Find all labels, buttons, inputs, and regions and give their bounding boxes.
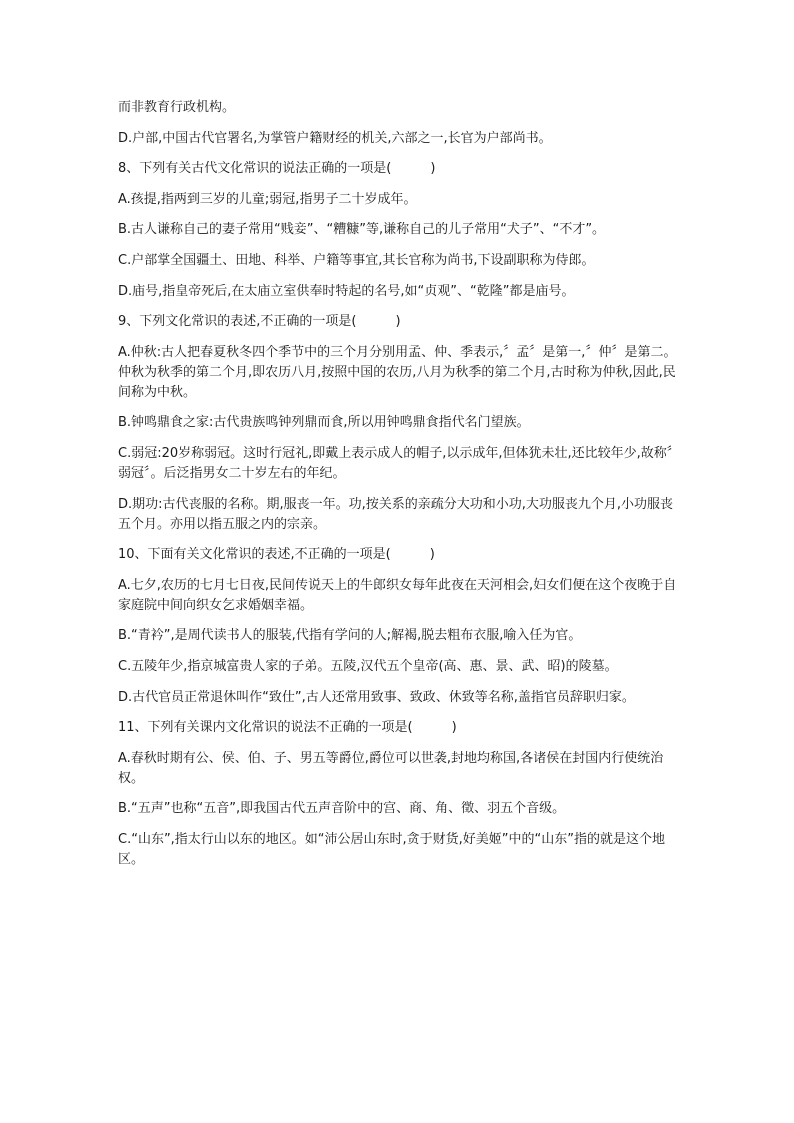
option-11c: C.“山东”,指太行山以东的地区。如“沛公居山东时,贪于财货,好美姬”中的“山东”指的就是这个地区。 <box>118 831 666 867</box>
option-8d: D.庙号,指皇帝死后,在太庙立室供奉时特起的名号,如“贞观”、“乾隆”都是庙号。 <box>118 283 575 299</box>
option-8c: C.户部掌全国疆土、田地、科举、户籍等事宜,其长官称为尚书,下设副职称为侍郎。 <box>118 252 595 268</box>
option-9b: B.钟鸣鼎食之家:古代贵族鸣钟列鼎而食,所以用钟鸣鼎食指代名门望族。 <box>118 415 530 431</box>
option-10c: C.五陵年少,指京城富贵人家的子弟。五陵,汉代五个皇帝(高、惠、景、武、昭)的陵墓。 <box>118 658 618 674</box>
question-10: 10、下面有关文化常识的表述,不正确的一项是( ) <box>118 547 435 563</box>
option-9d: D.期功:古代丧服的名称。期,服丧一年。功,按关系的亲疏分大功和小功,大功服丧九个月,小功服丧五个月。亦用以指五服之内的宗亲。 <box>118 496 674 532</box>
option-11a: A.春秋时期有公、侯、伯、子、男五等爵位,爵位可以世袭,封地均称国,各诸侯在封国内行使统治权。 <box>118 750 664 786</box>
option-7d: D.户部,中国古代官署名,为掌管户籍财经的机关,六部之一,长官为户部尚书。 <box>118 130 552 146</box>
option-8b: B.古人谦称自己的妻子常用“贱妾”、“糟糠”等,谦称自己的儿子常用“犬子”、“不才”。 <box>118 222 606 238</box>
option-9a: A.仲秋:古人把春夏秋冬四个季节中的三个月分别用孟、仲、季表示,〞孟〞是第一,〞仲〞是第二。仲秋为秋季的第二个月,即农历八月,按照中国的农历,八月为秋季的第二个月,古时称为仲秋,因此,民间称为中秋。 <box>118 344 677 400</box>
option-10b: B.“青衿”,是周代读书人的服装,代指有学问的人;解褐,脱去粗布衣服,喻入任为官。 <box>118 628 582 644</box>
option-10d: D.古代官员正常退休叫作“致仕”,古人还常用致事、致政、休致等名称,盖指官员辞职归家。 <box>118 689 635 705</box>
document-body <box>118 98 678 880</box>
question-11: 11、下列有关课内文化常识的说法不正确的一项是( ) <box>118 720 457 736</box>
option-11b: B.“五声”也称“五音”,即我国古代五声音阶中的宫、商、角、徵、羽五个音级。 <box>118 801 566 817</box>
option-9c: C.弱冠:20岁称弱冠。这时行冠礼,即戴上表示成人的帽子,以示成年,但体犹未壮,还比较年少,故称〞弱冠〞。后泛指男女二十岁左右的年纪。 <box>118 445 674 481</box>
question-9: 9、下列文化常识的表述,不正确的一项是( ) <box>118 314 401 330</box>
option-10a: A.七夕,农历的七月七日夜,民间传说天上的牛郎织女每年此夜在天河相会,妇女们便在这个夜晚于自家庭院中间向织女乞求婚姻幸福。 <box>118 577 677 613</box>
option-8a: A.孩提,指两到三岁的儿童;弱冠,指男子二十岁成年。 <box>118 191 417 207</box>
paragraph-continuation: 而非教育行政机构。 <box>118 100 236 115</box>
question-8: 8、下列有关古代文化常识的说法正确的一项是( ) <box>118 161 436 177</box>
